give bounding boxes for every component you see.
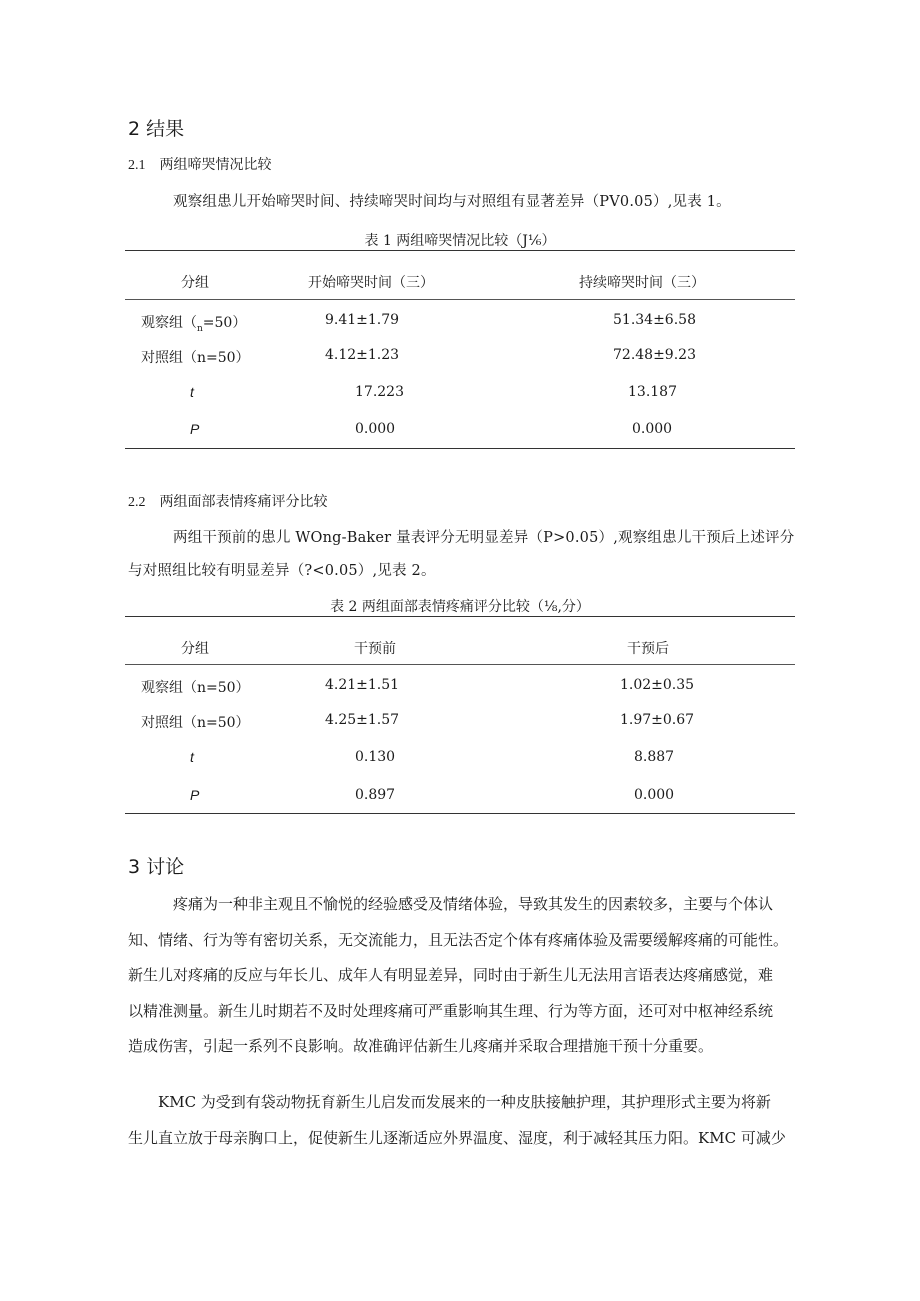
table-cell: 51.34±6.58 — [613, 312, 696, 328]
table-cell: 4.12±1.23 — [325, 347, 400, 363]
paragraph-line: 与对照组比较有明显差异（?<0.05）,见表 2。 — [128, 563, 436, 579]
table-header-cell: 分组 — [181, 275, 209, 291]
table-row-label: 观察组$(_n=50)$ — [141, 315, 247, 334]
subsection-number: 2.2 — [128, 495, 146, 510]
section-heading: 2 结果 — [128, 118, 185, 140]
table-caption: 表 1 两组啼哭情况比较（J⅙） — [364, 233, 556, 249]
table-header-cell: 开始啼哭时间（三） — [308, 275, 434, 291]
table-cell: 17.223 — [355, 384, 404, 400]
table-row-label: 对照组（n=50） — [141, 350, 250, 366]
table-top-rule — [125, 616, 795, 617]
table-row-label: t — [190, 749, 194, 765]
table-cell: 0.000 — [632, 421, 673, 437]
paragraph-line: 新生儿对疼痛的反应与年长儿、成年人有明显差异，同时由于新生儿无法用言语表达疼痛感觉，难 — [128, 966, 774, 984]
paragraph: 观察组患儿开始啼哭时间、持续啼哭时间均与对照组有显著差异（PV0.05）,见表 1。 — [173, 194, 731, 210]
table-cell: 1.02±0.35 — [620, 677, 695, 693]
paragraph-line: 造成伤害，引起一系列不良影响。故准确评估新生儿疼痛并采取合理措施干预十分重要。 — [128, 1037, 714, 1055]
table-cell: 13.187 — [628, 384, 677, 400]
subscript: n — [197, 323, 203, 334]
table-bottom-rule — [125, 813, 795, 814]
table-cell: 72.48±9.23 — [613, 347, 696, 363]
table-header-cell: 分组 — [181, 641, 209, 657]
table-caption: 表 2 两组面部表情疼痛评分比较（⅛,分） — [330, 599, 590, 615]
table-top-rule — [125, 250, 795, 251]
paragraph-line: KMC 为受到有袋动物抚育新生儿启发而发展来的一种皮肤接触护理，其护理形式主要为将新 — [158, 1093, 771, 1111]
paragraph-line: 生儿直立放于母亲胸口上，促使新生儿逐渐适应外界温度、湿度，利于减轻其压力阳。KMC 可减少 — [128, 1129, 786, 1147]
table-cell: 1.97±0.67 — [620, 712, 695, 728]
paragraph-line: 两组干预前的患儿 WOng-Baker 量表评分无明显差异（P>0.05）,观察组患儿干预后上述评分 — [173, 530, 795, 546]
table-row-label: t — [190, 384, 194, 400]
subsection-title: 两组面部表情疼痛评分比较 — [159, 494, 328, 510]
table-row-label: 观察组（n=50） — [141, 680, 250, 696]
table-row-label: P — [190, 421, 200, 437]
section-heading: 3 讨论 — [128, 856, 185, 878]
table-cell: 0.000 — [355, 421, 396, 437]
table-row-label: P — [190, 787, 200, 803]
table-header-rule — [125, 299, 795, 300]
table-cell: 0.130 — [355, 749, 396, 765]
table-cell: 4.25±1.57 — [325, 712, 400, 728]
table-row-label: 对照组（n=50） — [141, 715, 250, 731]
paragraph-line: 以精准测量。新生儿时期若不及时处理疼痛可严重影响其生理、行为等方面，还可对中枢神经系统 — [128, 1002, 774, 1020]
subsection-heading — [128, 154, 272, 174]
table-header-cell: 干预前 — [354, 641, 396, 657]
table-cell: 4.21±1.51 — [325, 677, 400, 693]
subsection-title: 两组啼哭情况比较 — [159, 157, 272, 173]
table-cell: 9.41±1.79 — [325, 312, 400, 328]
paragraph-line: 知、情绪、行为等有密切关系，无交流能力，且无法否定个体有疼痛体验及需要缓解疼痛的可能性。 — [128, 931, 789, 949]
table-bottom-rule — [125, 448, 795, 449]
table-header-rule — [125, 664, 795, 665]
table-cell: 0.000 — [634, 787, 675, 803]
subsection-heading — [128, 491, 328, 511]
table-cell: 0.897 — [355, 787, 396, 803]
table-header-cell: 干预后 — [627, 641, 669, 657]
table-header-cell: 持续啼哭时间（三） — [579, 275, 705, 291]
table-cell: 8.887 — [634, 749, 675, 765]
subsection-number: 2.1 — [128, 158, 146, 173]
paragraph-line: 疼痛为一种非主观且不愉悦的经验感受及情绪体验，导致其发生的因素较多，主要与个体认 — [173, 895, 774, 913]
